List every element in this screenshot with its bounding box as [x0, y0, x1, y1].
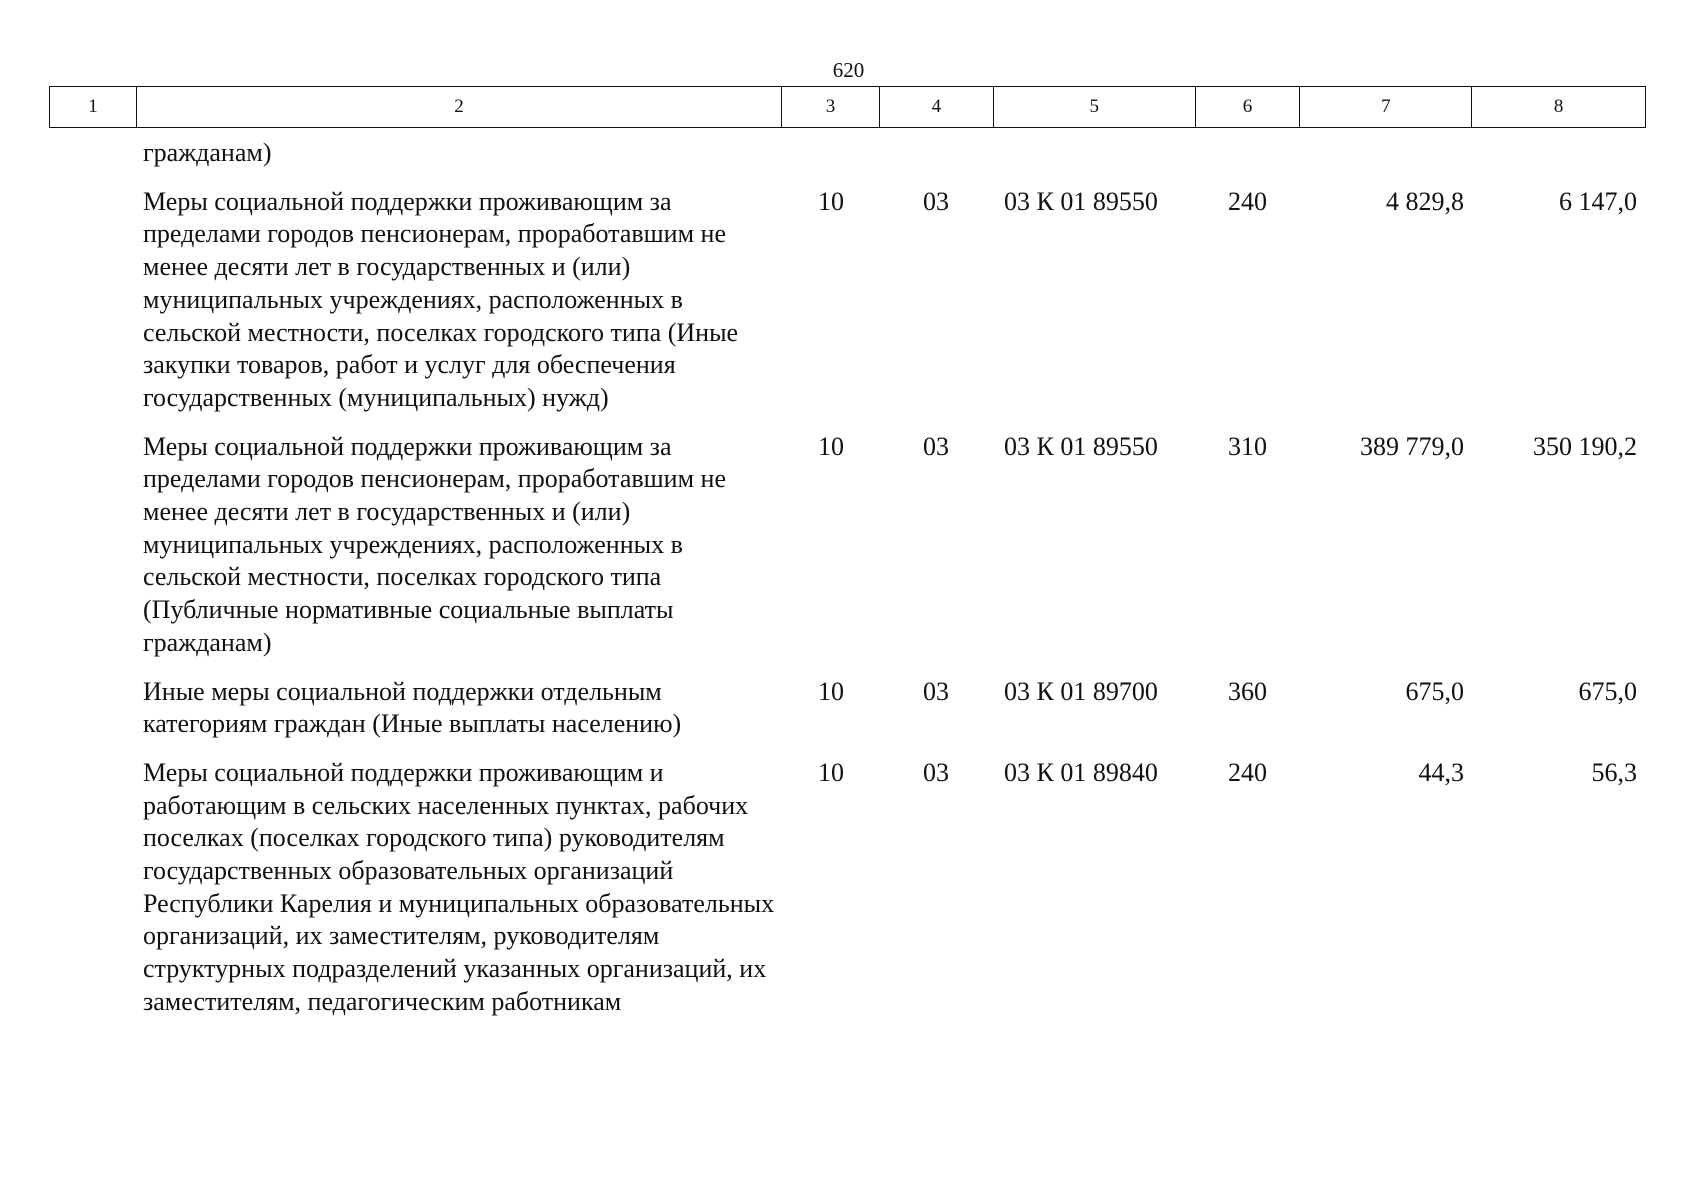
header-col-6: 6 [1196, 87, 1301, 127]
cell-subsection: 03 [923, 757, 949, 787]
header-col-1: 1 [50, 87, 137, 127]
row-description: гражданам) [143, 138, 272, 167]
row-description: Меры социальной поддержки проживающим и работающим в сельских населенных пунктах, рабочих поселках (поселках городского типа) руководителям государственных образовательных организаций Республики Карелия и муниципальных образовательных организаций, их заместителям, руководителям структурных подразделений указанных организаций, их заместителям, педагогическим работникам [143, 757, 775, 1016]
row-description: Меры социальной поддержки проживающим за пределами городов пенсионерам, проработавшим не менее десяти лет в государственных и (или) муниципальных учреждениях, расположенных в сельской местности, поселках городского типа (Иные закупки товаров, работ и услуг для обеспечения государственных (муниципальных) нужд) [143, 186, 739, 412]
cell-target-code: 03 К 01 89840 [1004, 757, 1158, 787]
cell-amount-col8: 56,3 [1591, 757, 1637, 787]
header-col-3: 3 [782, 87, 880, 127]
header-col-2: 2 [137, 87, 782, 127]
table-body [0, 137, 1697, 1019]
page-number: 620 [832, 58, 865, 82]
table-row [0, 757, 1697, 1019]
cell-target-code: 03 К 01 89550 [1004, 186, 1158, 216]
cell-subsection: 03 [923, 186, 949, 216]
cell-amount-col7: 675,0 [1405, 676, 1464, 706]
header-col-7: 7 [1300, 87, 1472, 127]
cell-amount-col7: 389 779,0 [1360, 431, 1464, 461]
cell-section: 10 [818, 431, 844, 461]
cell-target-code: 03 К 01 89700 [1004, 676, 1158, 706]
cell-amount-col8: 350 190,2 [1533, 431, 1637, 461]
table-row [0, 431, 1697, 660]
cell-expense-type: 360 [1228, 676, 1267, 706]
cell-expense-type: 310 [1228, 431, 1267, 461]
cell-amount-col7: 4 829,8 [1386, 186, 1464, 216]
row-description: Меры социальной поддержки проживающим за пределами городов пенсионерам, проработавшим не менее десяти лет в государственных и (или) муниципальных учреждениях, расположенных в сельской местности, поселках городского типа (Публичные нормативные социальные выплаты гражданам) [143, 431, 726, 657]
cell-section: 10 [818, 676, 844, 706]
cell-subsection: 03 [923, 676, 949, 706]
header-col-8: 8 [1553, 96, 1564, 117]
cell-expense-type: 240 [1228, 757, 1267, 787]
cell-subsection: 03 [923, 431, 949, 461]
row-description: Иные меры социальной поддержки отдельным категориям граждан (Иные выплаты населению) [143, 676, 682, 739]
table-row [0, 676, 1697, 741]
table-row [0, 137, 1697, 170]
cell-amount-col8: 6 147,0 [1559, 186, 1637, 216]
table-row [0, 186, 1697, 415]
cell-section: 10 [818, 186, 844, 216]
cell-expense-type: 240 [1228, 186, 1267, 216]
table-header [49, 86, 1646, 128]
cell-target-code: 03 К 01 89550 [1004, 431, 1158, 461]
cell-amount-col8: 675,0 [1578, 676, 1637, 706]
cell-section: 10 [818, 757, 844, 787]
cell-amount-col7: 44,3 [1418, 757, 1464, 787]
header-col-5: 5 [994, 87, 1196, 127]
header-col-4: 4 [880, 87, 994, 127]
